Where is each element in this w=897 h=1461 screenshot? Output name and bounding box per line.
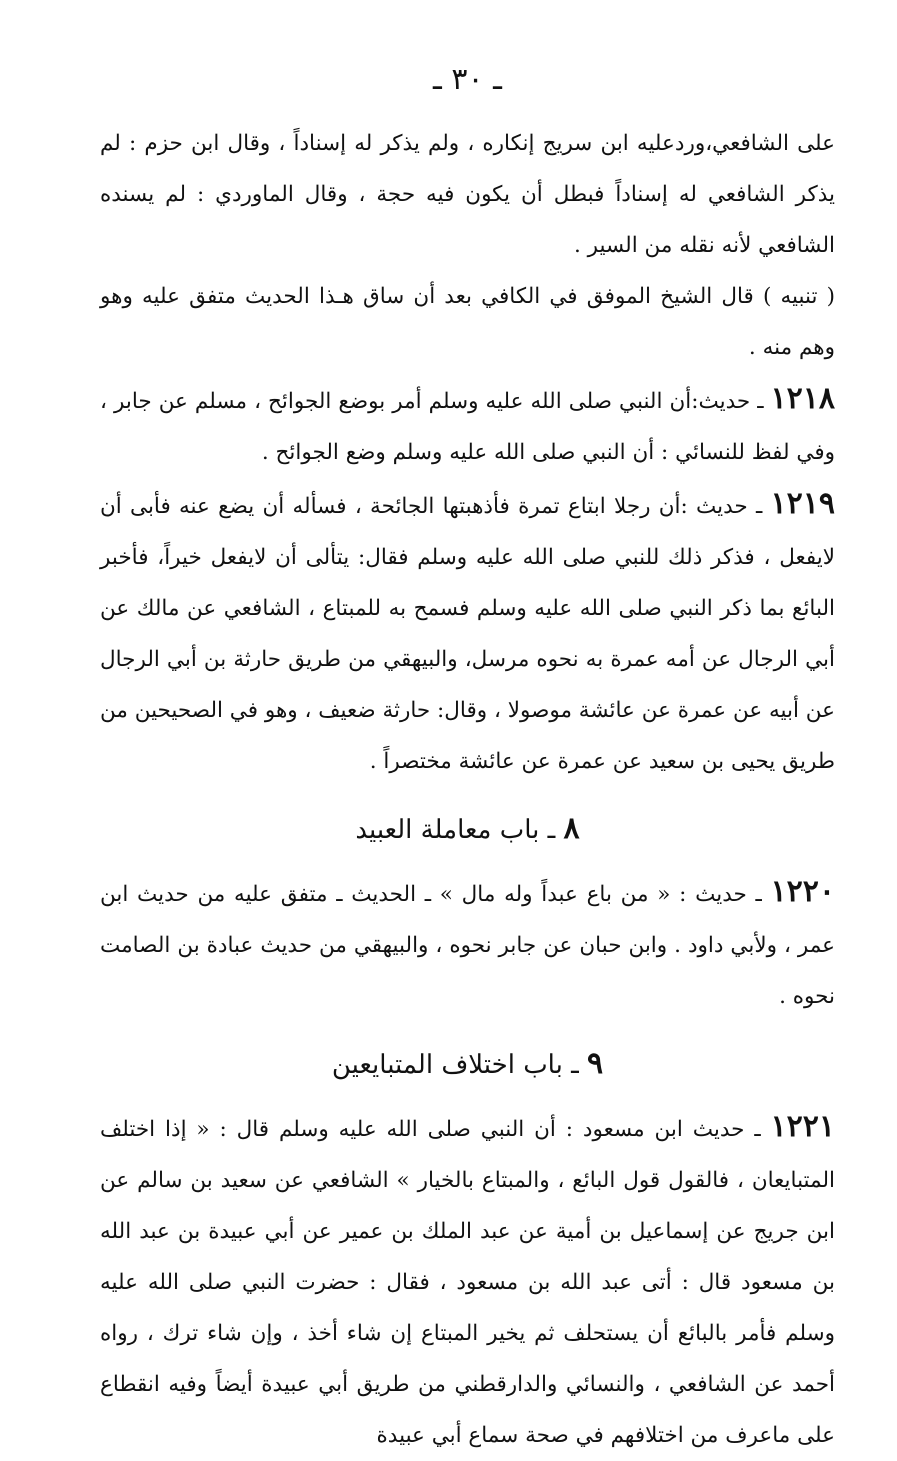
hadith-1220 [100,866,835,1022]
hadith-1219 [100,478,835,787]
section-title: ـ باب معاملة العبيد [355,815,556,845]
hadith-number: ١٢١٩ [770,486,835,521]
hadith-text: ـ حديث:أن النبي صلى الله عليه وسلم أمر بوضع الجوائح ، مسلم عن جابر ، وفي لفظ للنسائي : أن النبي صلى الله عليه وسلم وضع الجوائح . [100,389,835,465]
section-title: ـ باب اختلاف المتبايعين [331,1050,579,1080]
section-heading-8 [100,797,835,862]
hadith-number: ١٢٢١ [770,1109,835,1144]
section-number: ٩ [587,1046,604,1081]
hadith-1221 [100,1101,835,1461]
hadith-1218 [100,373,835,478]
hadith-number: ١٢٢٠ [770,874,835,909]
section-number: ٨ [563,811,580,846]
hadith-text: ـ حديث : « من باع عبداً وله مال » ـ الحديث ـ متفق عليه من حديث ابن عمر ، ولأبي داود . وابن حبان عن جابر نحوه ، والبيهقي من حديث عبادة بن الصامت نحوه . [100,882,835,1009]
section-heading-9 [100,1032,835,1097]
paragraph-shafii-isnad: على الشافعي،وردعليه ابن سريج إنكاره ، ولم يذكر له إسناداً ، وقال ابن حزم : لم يذكر الشافعي له إسناداً فبطل أن يكون فيه حجة ، وقال الماوردي : لم يسنده الشافعي لأنه نقله من السير . [100,131,835,258]
hadith-number: ١٢١٨ [770,381,835,416]
hadith-text: ـ حديث ابن مسعود : أن النبي صلى الله عليه وسلم قال : « إذا اختلف المتبايعان ، فالقول قول البائع ، والمبتاع بالخيار » الشافعي عن سعيد بن سالم عن ابن جريج عن إسماعيل بن أمية عن عبد الملك بن عمير عن أبي عبيدة بن عبد الله بن مسعود قال : أتى عبد الله بن مسعود ، فقال : حضرت النبي صلى الله عليه وسلم فأمر بالبائع أن يستحلف ثم يخير المبتاع إن شاء أخذ ، وإن شاء ترك ، رواه أحمد عن الشافعي ، والنسائي والدارقطني من طريق أبي عبيدة أيضاً وفيه انقطاع على ماعرف من اختلافهم في صحة سماع أبي عبيدة [100,1117,835,1448]
paragraph-tanbih: ( تنبيه ) قال الشيخ الموفق في الكافي بعد أن ساق هـذا الحديث متفق عليه وهو وهم منه . [100,284,835,360]
hadith-text: ـ حديث :أن رجلا ابتاع تمرة فأذهبتها الجائحة ، فسأله أن يضع عنه فأبى أن لايفعل ، فذكر ذلك للنبي صلى الله عليه وسلم فقال: يتألى أن لايفعل خيراً، فأخبر البائع بما ذكر النبي صلى الله عليه وسلم فسمح به للمبتاع ، الشافعي عن مالك عن أبي الرجال عن أمه عمرة به نحوه مرسل، والبيهقي من طريق حارثة بن أبي الرجال عن أبيه عن عمرة عن عائشة موصولا ، وقال: حارثة ضعيف ، وهو في الصحيحين من طريق يحيى بن سعيد عن عمرة عن عائشة مختصراً . [99,494,835,774]
page-number: ـ ٣٠ ـ [433,62,502,97]
